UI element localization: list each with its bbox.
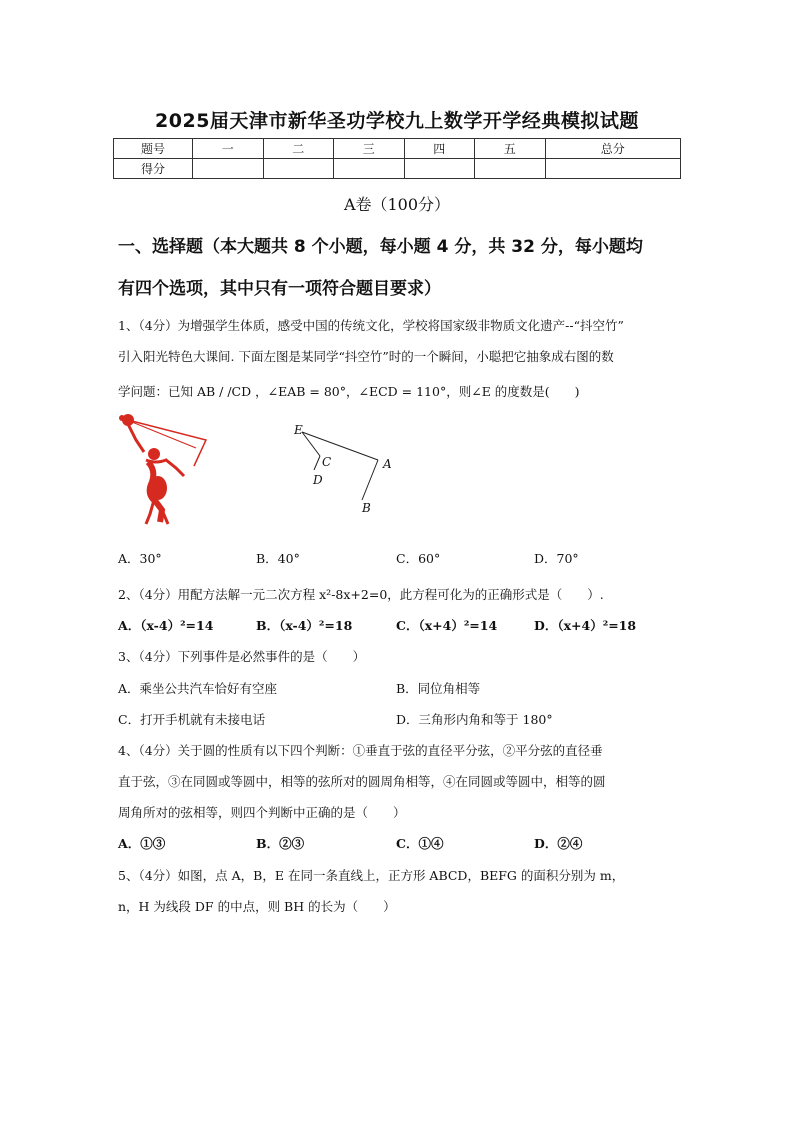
q5-text-line2: n，H 为线段 DF 的中点，则 BH 的长为（ ） <box>118 899 396 914</box>
score-header-cell: 二 <box>263 139 334 159</box>
q4-text-line3: 周角所对的弦相等，则四个判断中正确的是（ ） <box>118 805 406 820</box>
label-C: C <box>322 455 332 469</box>
score-cell[interactable] <box>263 159 334 179</box>
score-header-cell: 五 <box>475 139 546 159</box>
score-row-label: 得分 <box>114 159 193 179</box>
score-cell[interactable] <box>404 159 475 179</box>
q1-option-d[interactable]: D．70° <box>534 551 579 566</box>
geometry-figure-q1 <box>290 420 400 520</box>
q2-text-line1: 2、（4分）用配方法解一元二次方程 x²-8x+2=0，此方程可化为的正确形式是（ ）. <box>118 587 604 602</box>
part1-heading-line2: 有四个选项，其中只有一项符合题目要求） <box>118 279 441 299</box>
exam-title: 2025届天津市新华圣功学校九上数学开学经典模拟试题 <box>155 110 639 132</box>
score-table-score-row <box>114 159 681 179</box>
q3-option-d[interactable]: D．三角形内角和等于 180° <box>396 712 553 727</box>
q1-text-line3: 学问题：已知 AB / /CD ，∠EAB = 80°，∠ECD = 110°，则∠E 的度数是( ) <box>118 384 580 399</box>
q3-option-a[interactable]: A．乘坐公共汽车恰好有空座 <box>118 681 278 696</box>
label-D: D <box>313 473 323 487</box>
q1-option-a[interactable]: A．30° <box>118 551 162 566</box>
score-header-cell: 总分 <box>545 139 681 159</box>
diabolo-dancer-figure <box>116 410 216 530</box>
q4-option-c[interactable]: C．①④ <box>396 836 444 851</box>
score-header-cell: 题号 <box>114 139 193 159</box>
score-header-cell: 四 <box>404 139 475 159</box>
section-a-heading: A卷（100分） <box>343 195 451 214</box>
q2-option-d[interactable]: D．（x+4）²=18 <box>534 618 637 633</box>
score-header-cell: 三 <box>334 139 405 159</box>
q1-option-c[interactable]: C．60° <box>396 551 441 566</box>
q4-text-line1: 4、（4分）关于圆的性质有以下四个判断：①垂直于弦的直径平分弦，②平分弦的直径垂 <box>118 743 603 758</box>
q1-text-line1: 1、（4分）为增强学生体质，感受中国的传统文化，学校将国家级非物质文化遗产--“抖空竹” <box>118 318 624 333</box>
q4-option-a[interactable]: A．①③ <box>118 836 166 851</box>
label-E: E <box>294 423 303 437</box>
label-B: B <box>362 501 371 515</box>
q3-option-b[interactable]: B．同位角相等 <box>396 681 481 696</box>
q2-option-c[interactable]: C．（x+4）²=14 <box>396 618 498 633</box>
label-A: A <box>383 457 392 471</box>
score-table-header-row <box>114 139 681 159</box>
part1-heading-line1: 一、选择题（本大题共 8 个小题，每小题 4 分，共 32 分，每小题均 <box>118 237 643 257</box>
score-cell[interactable] <box>193 159 264 179</box>
q4-option-d[interactable]: D．②④ <box>534 836 583 851</box>
q3-text-line1: 3、（4分）下列事件是必然事件的是（ ） <box>118 649 366 664</box>
score-cell[interactable] <box>545 159 681 179</box>
score-cell[interactable] <box>334 159 405 179</box>
score-table <box>113 138 681 179</box>
q2-option-a[interactable]: A．（x-4）²=14 <box>118 618 214 633</box>
q3-option-c[interactable]: C．打开手机就有未接电话 <box>118 712 266 727</box>
q2-option-b[interactable]: B．（x-4）²=18 <box>256 618 353 633</box>
q4-option-b[interactable]: B．②③ <box>256 836 305 851</box>
q5-text-line1: 5、（4分）如图，点 A，B，E 在同一条直线上，正方形 ABCD，BEFG 的面积分别为 m， <box>118 868 625 883</box>
score-cell[interactable] <box>475 159 546 179</box>
q1-text-line2: 引入阳光特色大课间. 下面左图是某同学“抖空竹”时的一个瞬间，小聪把它抽象成右图的数 <box>118 349 614 364</box>
q1-option-b[interactable]: B．40° <box>256 551 300 566</box>
score-header-cell: 一 <box>193 139 264 159</box>
q4-text-line2: 直于弦，③在同圆或等圆中，相等的弦所对的圆周角相等，④在同圆或等圆中，相等的圆 <box>118 774 606 789</box>
